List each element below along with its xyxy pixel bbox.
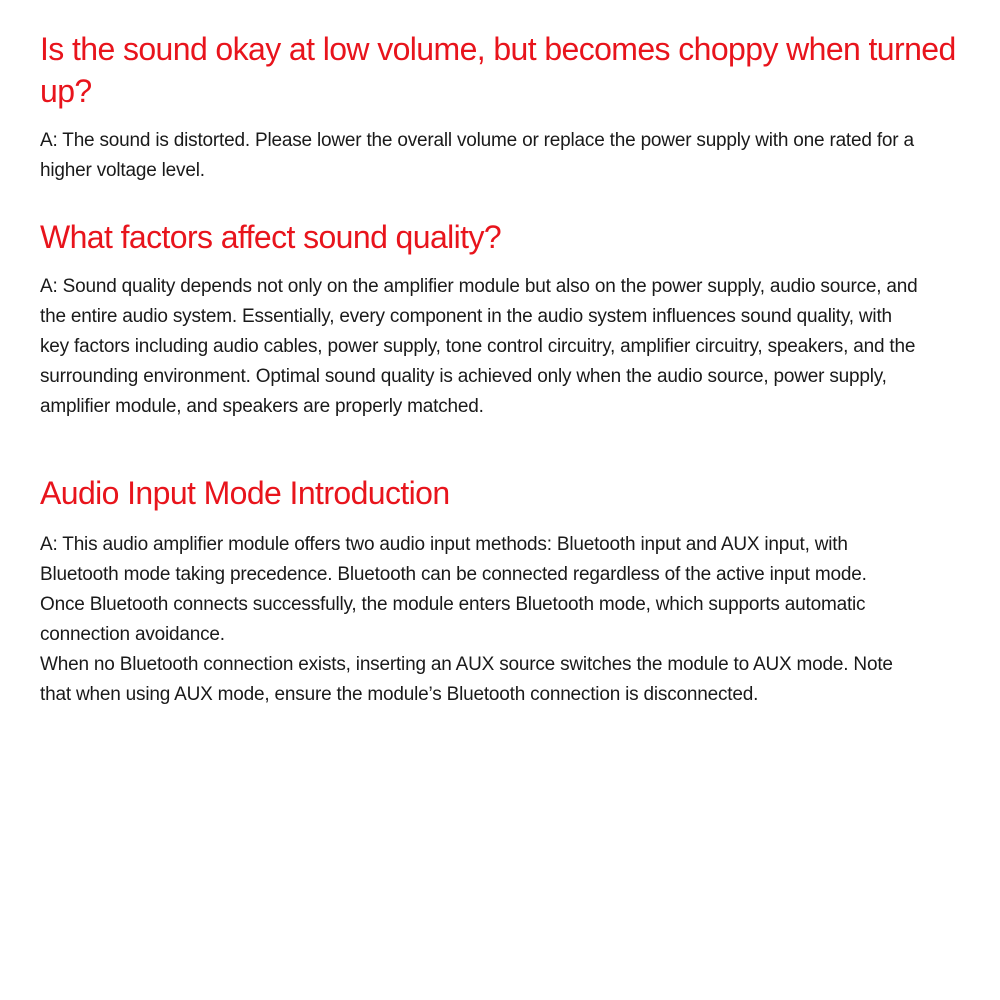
faq-answer-sound-quality-factors: A: Sound quality depends not only on the amplifier module but also on the power supply, audio source, and the entire audio system. Essentially, every component in the audio system influences sound quality, with key factors including audio cables, power supply, tone control circuitry, amplifier circuitry, speakers, and the surrounding environment. Optimal sound quality is achieved only when the audio source, power supply, amplifier module, and speakers are properly matched. bbox=[40, 276, 918, 417]
faq-answer-audio-input-mode-line: When no Bluetooth connection exists, inserting an AUX source switches the module to AUX mode. Note that when using AUX mode, ensure the module’s Bluetooth connection is disconnected. bbox=[40, 654, 893, 705]
faq-answer-low-volume-choppy: A: The sound is distorted. Please lower the overall volume or replace the power supply with one rated for a higher voltage level. bbox=[40, 130, 914, 181]
faq-question-sound-quality-factors: What factors affect sound quality? bbox=[40, 219, 502, 255]
faq-question-low-volume-choppy: Is the sound okay at low volume, but becomes choppy when turned up? bbox=[40, 31, 956, 109]
faq-answer-audio-input-mode-line: Once Bluetooth connects successfully, the module enters Bluetooth mode, which supports automatic connection avoidance. bbox=[40, 594, 866, 645]
faq-answer-audio-input-mode bbox=[40, 530, 920, 710]
faq-answer-audio-input-mode-line: A: This audio amplifier module offers two audio input methods: Bluetooth input and AUX input, with Bluetooth mode taking precedence. Bluetooth can be connected regardless of the active input mode. bbox=[40, 534, 867, 585]
faq-question-audio-input-mode: Audio Input Mode Introduction bbox=[40, 475, 450, 511]
